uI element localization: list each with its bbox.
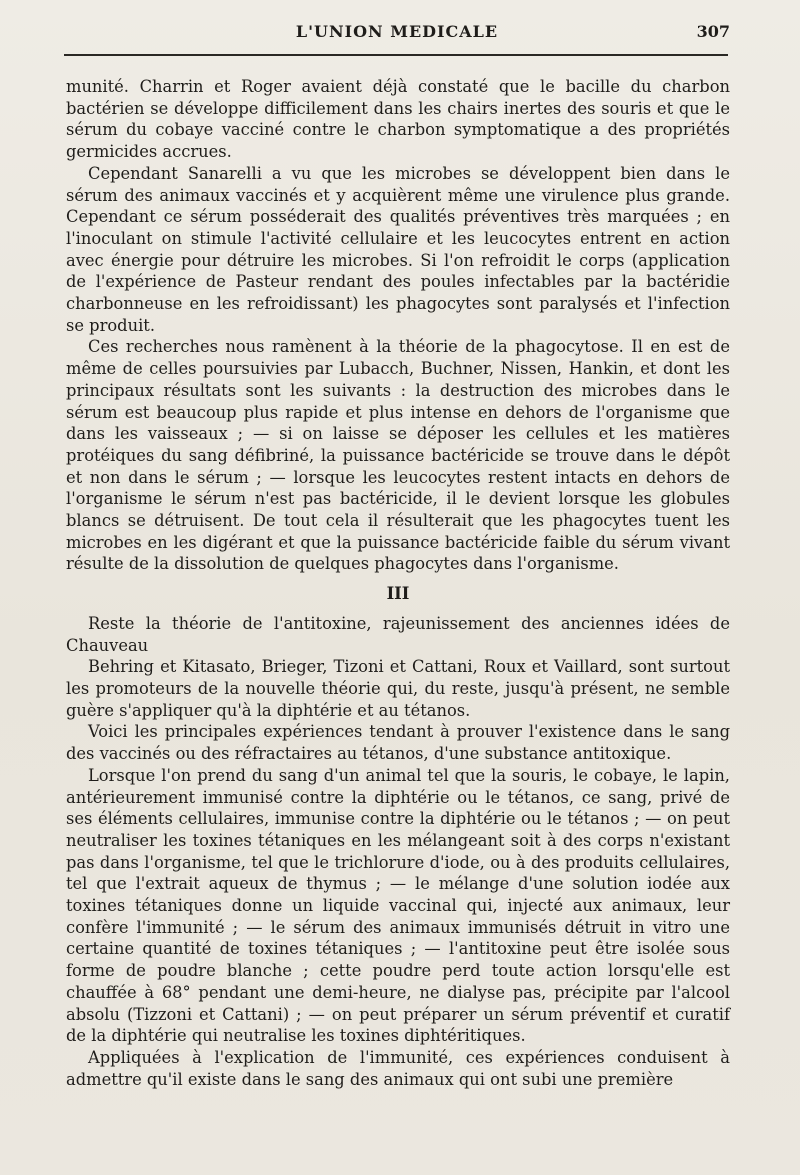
paragraph: Reste la théorie de l'antitoxine, rajeunissement des anciennes idées de Chauveau [66,613,730,655]
paragraph: munité. Charrin et Roger avaient déjà constaté que le bacille du charbon bactérien se développe difficilement dans les chairs inertes des souris et que le sérum du cobaye vacciné contre le charbon symptomatique a des propriétés germicides accrues. [66,77,730,162]
page-header [64,18,730,46]
page-number: 307 [696,22,730,41]
body-text [66,76,730,1090]
section-heading: III [386,584,410,604]
paragraph: Lorsque l'on prend du sang d'un animal tel que la souris, le cobaye, le lapin, antérieurement immunisé contre la diphtérie ou le tétanos, ce sang, privé de ses éléments cellulaires, immunise contre la diphtérie ou le tétanos ; — on peut neutraliser les toxines tétaniques en les mélangeant soit à des corps n'existant pas dans l'organisme, tel que le trichlorure d'iode, ou à des produits cellulaires, tel que l'extrait aqueux de thymus ; — le mélange d'une solution iodée aux toxines tétaniques donne un liquide vaccinal qui, injecté aux animaux, leur confère l'immunité ; — le sérum des animaux immunisés détruit in vitro une certaine quantité de toxines tétaniques ; — l'antitoxine peut être isolée sous forme de poudre blanche ; cette poudre perd toute action lorsqu'elle est chauffée à 68° pendant une demi-heure, ne dialyse pas, précipite par l'alcool absolu (Tizzoni et Cattani) ; — on peut préparer un sérum préventif et curatif de la diphtérie qui neutralise les toxines diphtéritiques. [66,765,730,1046]
paragraph: Behring et Kitasato, Brieger, Tizoni et Cattani, Roux et Vaillard, sont surtout les promoteurs de la nouvelle théorie qui, du reste, jusqu'à présent, ne semble guère s'appliquer qu'à la diphtérie et au tétanos. [66,657,730,720]
paragraph: Ces recherches nous ramènent à la théorie de la phagocytose. Il en est de même de celles poursuivies par Lubacch, Buchner, Nissen, Hankin, et dont les principaux résultats sont les suivants : la destruction des microbes dans le sérum est beaucoup plus rapide et plus intense en dehors de l'organisme que dans les vaisseaux ; — si on laisse se déposer les cellules et les matières protéiques du sang défibriné, la puissance bactéricide se trouve dans le dépôt et non dans le sérum ; — lorsque les leucocytes restent intacts en dehors de l'organisme le sérum n'est pas bactéricide, il le devient lorsque les globules blancs se détruisent. De tout cela il résulterait que les phagocytes tuent les microbes en les digérant et que la puissance bactéricide faible du sérum vivant résulte de la dissolution de quelques phagocytes dans l'organisme. [66,337,730,574]
running-title: L'UNION MEDICALE [295,22,499,41]
paragraph: Cependant Sanarelli a vu que les microbes se développent bien dans le sérum des animaux vaccinés et y acquièrent même une virulence plus grande. Cependant ce sérum posséderait des qualités préventives très marquées ; en l'inoculant on stimule l'activité cellulaire et les leucocytes entrent en action avec énergie pour détruire les microbes. Si l'on refroidit le corps (application de l'expérience de Pasteur rendant des poules infectables par la bactéridie charbonneuse en les refroidissant) les phagocytes sont paralysés et l'infection se produit. [66,163,730,335]
header-rule [64,54,728,56]
paragraph: Voici les principales expériences tendant à prouver l'existence dans le sang des vaccinés ou des réfractaires au tétanos, d'une substance antitoxique. [66,722,730,764]
paragraph: Appliquées à l'explication de l'immunité, ces expériences conduisent à admettre qu'il existe dans le sang des animaux qui ont subi une première [66,1047,730,1089]
